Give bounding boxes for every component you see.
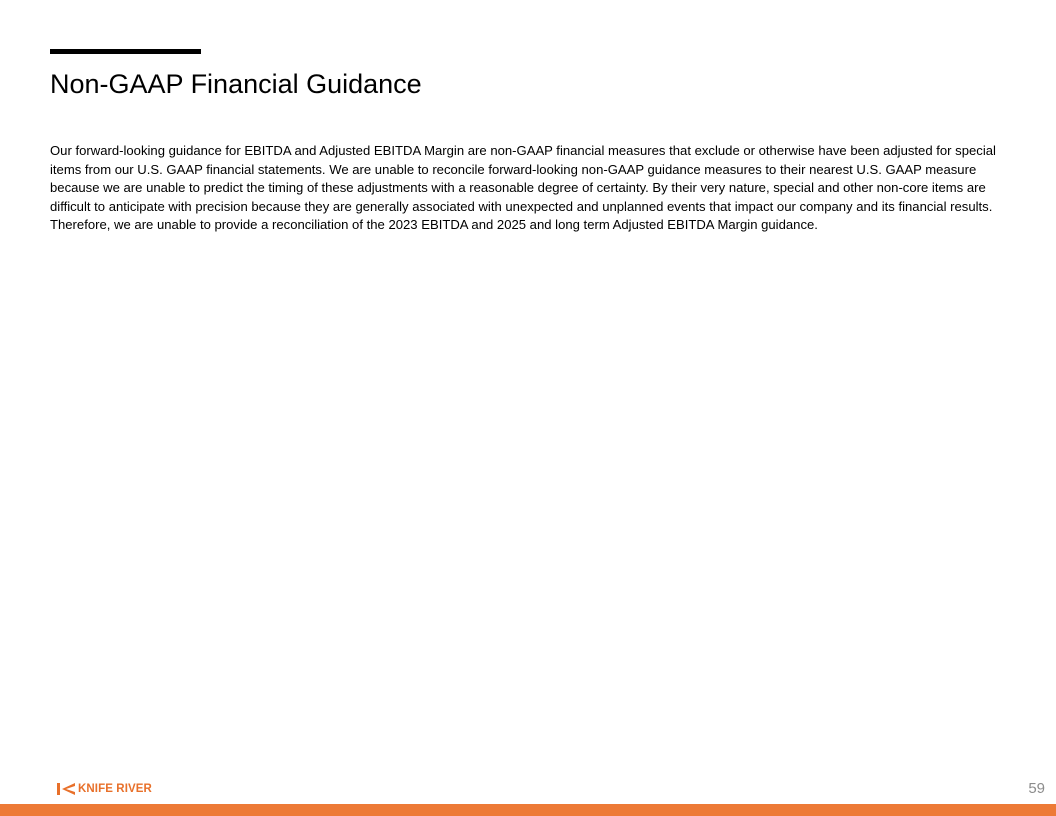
logo-wordmark: KNIFE RIVER <box>78 783 152 795</box>
page-title: Non-GAAP Financial Guidance <box>50 69 422 99</box>
company-logo <box>57 782 152 796</box>
knife-river-chevron-icon <box>57 783 75 795</box>
title-rule <box>50 49 201 54</box>
footer-accent-bar <box>0 804 1056 816</box>
page-number: 59 <box>1028 780 1045 797</box>
body-paragraph: Our forward-looking guidance for EBITDA and Adjusted EBITDA Margin are non-GAAP financial measures that exclude or otherwise have been adjusted for special items from our U.S. GAAP financial statements. We are unable to reconcile forward-looking non-GAAP guidance measures to their nearest U.S. GAAP measure because we are unable to predict the timing of these adjustments with a reasonable degree of certainty. By their very nature, special and other non-core items are difficult to anticipate with precision because they are generally associated with unexpected and unplanned events that impact our company and its financial results. Therefore, we are unable to provide a reconciliation of the 2023 EBITDA and 2025 and long term Adjusted EBITDA Margin guidance. <box>50 143 996 233</box>
